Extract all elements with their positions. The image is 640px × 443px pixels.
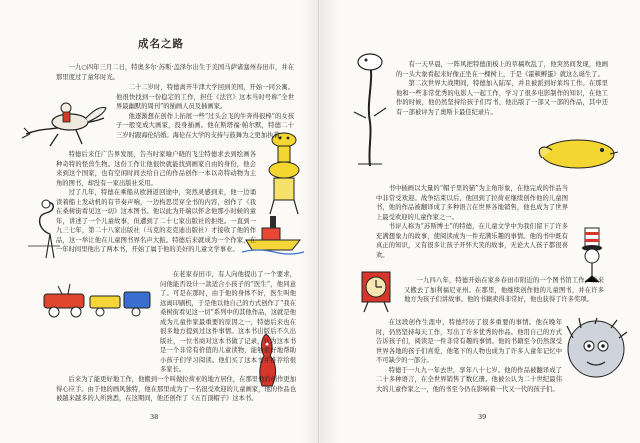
chapter-title: 成名之路 xyxy=(138,38,184,50)
paragraph-hats: 后来为了能更好地工作，他搬到一个叫做拉荷亚的地方居住，在那里他的创作更加得心应手。由于他的画风独特，他在那里成为了一名很受欢迎的儿童画家，他的作品也被越来越多的人所熟悉，在这期间，他还创作了《五百顶帽子》这本书。 xyxy=(56,376,296,403)
bird-rider-illustration xyxy=(20,88,112,150)
paragraph-legacy: 特德于一九九一年去世，享年八十七岁。他的作品被翻译成了二十多种语言，在全世界销售了数亿册。他被公认为二十世纪最伟大的儿童作家之一，他的书至今仍在影响着一代又一代的孩子们。 xyxy=(376,366,562,393)
left-lower-text xyxy=(56,270,296,403)
paragraph-dr-seuss: 书评人称为“苏斯博士”的特德，在儿童文学中为我们留下了许多充满想象力的故事，使阅读成为一件充满乐趣的事情。他的书中既有真正的知识，又有很多让孩子开怀大笑的故事，无论大人孩子都很喜欢。 xyxy=(376,223,568,259)
right-page xyxy=(320,0,640,443)
stacked-yellow-figure-illustration xyxy=(262,130,306,216)
left-page-number: 38 xyxy=(150,413,159,421)
right-lower-text xyxy=(404,276,604,314)
paragraph-marriage: 他逐渐想在创作上拓展一些“过头会飞的牛奔得很棒”的女孩子一般变成大画家，投身插画。他在斯塔福·帕尔默，特德二十三岁时跟海伦结婚。海伦在大学的支持与鼓舞为之更加执着。 xyxy=(116,112,294,139)
right-mid-text xyxy=(376,184,568,274)
paragraph-first-book: 过了几年，特德在乘船从欧洲返回途中，突然灵感到来，他一边诵读着船上发动机的有节奏声响，一边构思贯穿全书的内容，创作了《我在桑树街看见这一切》这本图书。他以此为开端以怀念他那小时候的童年，讲述了一个儿童故事，但遭到了二十七家出版社的拒绝。一直到一九三七年，第二十八家出版社（马克的麦克迪出版社）才接收了他的作品，这一举让他在儿童图书界名声大振。特德后来就成为一个作家，在一年时间里他出了两本书，开始了属于他的美好的儿童文学事业。 xyxy=(56,189,256,254)
paragraph-career-start: 二十二岁时，特德离开牛津大学回到美国，开始一同公寓。他很快找到一份稳定的工作，担任《法官》这本当时号称“全世界最幽默的周刊”的插画人员及插画家。 xyxy=(116,84,294,111)
paragraph-birth: 一九○四年三月二日，特奥多尔·苏斯·盖泽尔出生于美国马萨诸塞州春田市，并在那里度过了童年时光。 xyxy=(56,64,294,81)
left-page xyxy=(0,0,319,443)
paragraph-horton: 有一天早晨，一阵风把特德面板上的草稿吹乱了，他突然间发现，他画的一头大象看起来好像正坐在一棵树上，于是《霍顿孵蛋》就这么诞生了。 xyxy=(396,61,608,78)
paragraph-1948: 一九四八年，特德开始在家乡春田市附近的一个图书馆工作，后来又搬去了加利福尼亚州。在那里，他继续创作他的儿童图书，并在许多地方为孩子们讲故事。他的书籍卖得非常好，他也获得了许多奖项。 xyxy=(404,277,604,304)
paragraph-ww2: 第二次世界大战期间，特德加入陆军，并且被派到好莱坞工作。在那里他和一些非常优秀的电影人一起工作，学习了很多电影制作的知识，在他工作的时候，他仍然坚持给孩子们写书，他出版了一部又一部的作品，其中还有一部被评为了奥斯卡最佳纪录片。 xyxy=(396,80,608,116)
long-neck-creature-illustration xyxy=(348,52,392,170)
right-top-text xyxy=(396,60,608,180)
right-bottom-text xyxy=(376,318,562,394)
paragraph-springfield: 在老家春田市，有人向他提出了一个要求，问他能否设计一款适合小孩子的“医生”，他同意了。可是在那时，由于他的身体不好，医生叫他远离印刷机，于是他以他自己的方式创作了“我在桑树街看见这一切”系列中的其他作品，这就是他成为儿童作家最重要的原因之一，特德后来也在很多地方提到过这件事情。这本书出版后不久出版社，一位书商对这本书做了记录，认为这本书是一个非常有价值的儿童读物，能够很好地帮助小孩子们学习阅读。他们买了这本书并推荐给很多家长。 xyxy=(160,271,296,374)
left-intro-text xyxy=(56,63,294,82)
wild-hair-face-illustration xyxy=(565,318,627,380)
paragraph-late-career: 在这段创作生涯中，特德经历了很多重要的事情。他在晚年时，仍然坚持每天工作，写出了许多优秀的作品。他用自己的方式告诉孩子们，阅读是一件非常有趣的事情。他的书籍至今仍然深受世界各地的孩子们喜爱，他笔下的人物也成为了许多人童年记忆中不可缺少的一部分。 xyxy=(376,319,562,365)
right-page-number: 39 xyxy=(478,413,487,421)
paragraph-advertising: 特德后来任广告界发展，告当时家喻户晓的飞尘特德求去到绘画各种奇特的怪兽生物。这份工作让他很快就能找到画家自由的身份，他会来到这个国家，也有空闲时间去给自己的作品创作一本以奇特动物为主角的图书，却没有一家出版社采用。 xyxy=(56,151,256,187)
paragraph-cat-in-hat: 书中插画以大量的“帽子里的猫”为主角形象，在他完成的作品当中非常受欢迎。战争结束以后，他回到了拉荷亚继续创作他的儿童图书，他的作品被翻译成了多种语言在世界各地销售，他也成为了世界上最受欢迎的儿童作家之一。 xyxy=(376,185,568,221)
left-main-text xyxy=(116,83,294,140)
